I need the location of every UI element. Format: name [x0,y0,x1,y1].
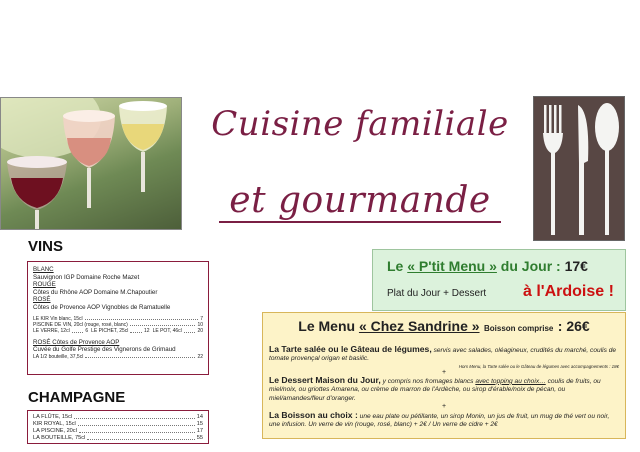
pichet-row [33,328,203,334]
chez-menu-title-name: « Chez Sandrine » [358,318,480,334]
petit-menu-title-name: « P'tit Menu » [407,258,497,274]
boisson-block [269,411,619,430]
blanc-label: BLANC [33,266,54,273]
half-bottle-label: LA 1/2 bouteille, 37,5cl [33,353,84,360]
piscine-price: 10 [197,321,203,328]
tarte-desc: servis avec salades, oléagineux, crudités du marché, coulis de tomate provençal origan et basilic. [269,347,617,363]
rose-label: ROSÉ [33,296,51,304]
pot-label: LE POT, 46cl [152,328,182,335]
ardoise-text: à l'Ardoise ! [523,283,614,300]
rouge-wine: Côtes du Rhône AOP Domaine M.Chapoutier [33,288,158,296]
plus-sign-1: + [441,368,447,376]
page-title-line2-text: et gourmande [219,180,500,223]
page-title-line2 [200,180,520,221]
hors-menu-note: Hors Menu, la Tarte salée ou le Gâteau de légumes avec accompagnements : 18€ [458,363,619,369]
champagne-row [33,421,203,428]
wine-glasses-image [0,97,182,230]
chez-menu-price: : 26€ [557,318,590,334]
champagne-price: 17 [196,428,203,434]
tarte-block [269,345,619,364]
kir-price: 7 [200,315,203,322]
cutlery-image [533,96,625,241]
dessert-title: Le Dessert Maison du Jour, [269,374,381,385]
champagne-label: LA PISCINE, 20cl [33,428,77,434]
champagne-price: 15 [196,421,203,427]
champagne-row [33,414,203,421]
verre-label: LE VERRE, 12cl [33,328,70,335]
vins-title: VINS [28,238,64,255]
champagne-label: LA BOUTEILLE, 75cl [33,435,86,441]
dessert-block [269,376,619,403]
champagne-price: 55 [196,435,203,441]
rose-wine: Côtes de Provence AOP Vignobles de Ramatuelle [33,303,171,311]
special-rose-label: ROSÉ Côtes de Provence AOP [33,338,120,346]
petit-menu-title-pre: Le [387,258,408,274]
special-rose-wine: Cuvée du Golfe Prestige des Vignerons de Grimaud [33,346,176,354]
petit-menu-price: 17€ [564,258,588,274]
champagne-row [33,428,203,435]
tarte-title: La Tarte salée ou le Gâteau de légumes, [269,344,432,354]
champagne-row [33,435,203,442]
petit-menu-line [387,288,486,299]
plus-sign-2: + [441,403,447,411]
champagne-label: KIR ROYAL, 15cl [33,421,76,427]
dessert-desc2: coulis de fruits, ou miel/noix, ou griottes Amarena, ou crème de marron de l'Ardèche, ou sirop d'érable/noix de pécan, ou miel/amandes/fleur d'oranger. [269,377,601,402]
champagne-title: CHAMPAGNE [28,389,126,406]
petit-menu-box [372,249,626,311]
chez-sandrine-box [262,312,626,439]
boisson-title: La Boisson au choix : [269,410,358,421]
petit-menu-title [387,258,588,274]
rouge-label: ROUGE [33,281,56,289]
blanc-wine: Sauvignon IGP Domaine Roche Mazet [33,273,140,281]
chez-menu-title-pre: Le Menu [298,318,359,334]
dessert-desc1: y compris nos fromages blancs [382,377,474,385]
boisson-comprise: Boisson comprise [483,324,554,333]
half-bottle-price: 22 [197,353,203,360]
pichet-price: 12 [144,328,150,335]
half-bottle-row [33,354,203,360]
champagne-list-box [27,410,209,444]
dessert-topping: avec topping au choix… [475,377,546,385]
piscine-label: PISCINE DE VIN, 20cl (rouge, rosé, blanc) [33,321,128,328]
page-title-line1: Cuisine familiale [211,104,509,144]
chez-menu-title [269,318,619,336]
champagne-price: 14 [196,414,203,420]
wine-list-box [27,261,209,375]
boisson-desc: une eau plate ou pétillante, un sirop Monin, un jus de fruit, un mug de thé vert ou noir, une infusion. Un verre de vin (rouge, rosé, blanc) + 2€ / Un verre de cidre + 2€ [269,413,610,429]
petit-menu-title-post: du Jour : [496,258,565,274]
verre-price: 6 [85,328,89,335]
champagne-label: LA FLÛTE, 15cl [33,414,73,420]
pot-price: 20 [197,328,203,335]
kir-label: LE KIR Vin blanc, 15cl [33,315,83,322]
pichet-label: LE PICHET, 25cl [91,328,129,335]
petit-menu-plat: Plat du Jour + Dessert [387,288,487,299]
